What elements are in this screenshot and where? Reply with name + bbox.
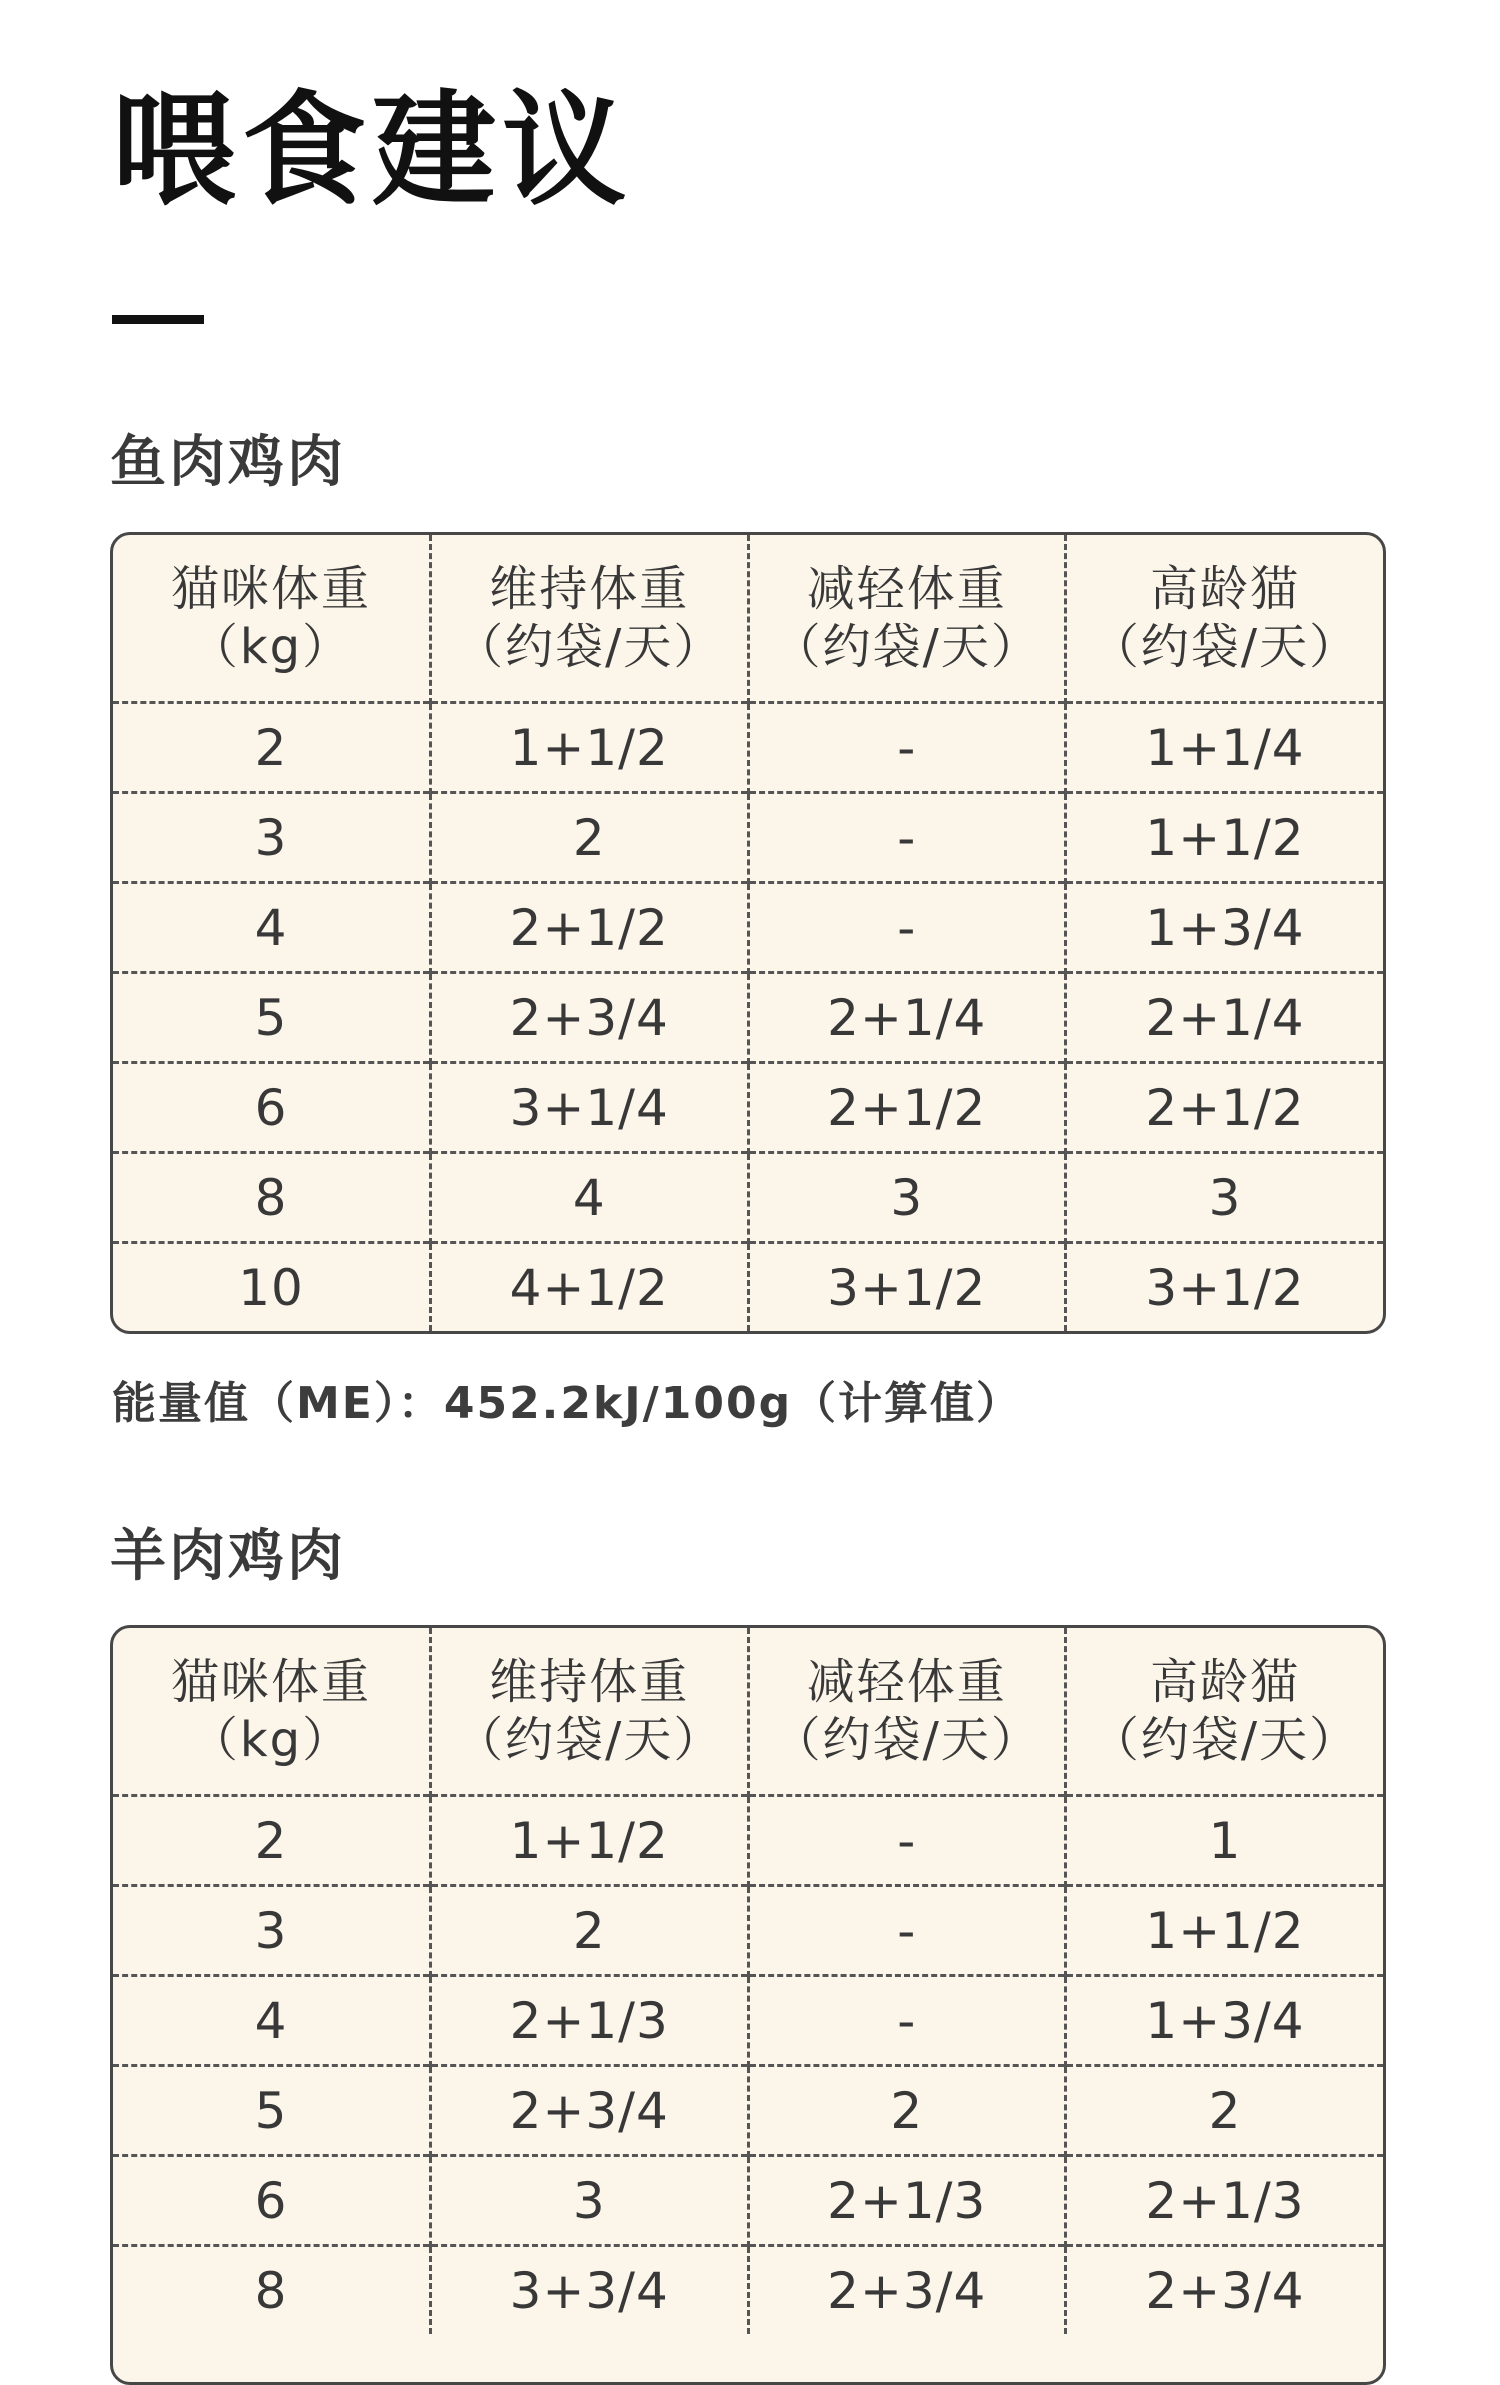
cell-reduce: - xyxy=(748,1796,1066,1886)
cell-senior: 1+1/2 xyxy=(1066,1886,1384,1976)
header-maintain-weight: 维持体重 （约袋/天） xyxy=(431,535,749,703)
cell-weight: 6 xyxy=(113,2156,431,2246)
cell-maintain: 2 xyxy=(431,1886,749,1976)
table-row xyxy=(113,2246,1383,2335)
feeding-table-lamb-chicken xyxy=(110,1625,1386,2385)
cell-senior: 1+3/4 xyxy=(1066,883,1384,973)
cell-senior: 3+1/2 xyxy=(1066,1243,1384,1332)
cell-maintain: 4 xyxy=(431,1153,749,1243)
header-reduce-weight: 减轻体重 （约袋/天） xyxy=(748,1628,1066,1796)
cell-weight: 4 xyxy=(113,1976,431,2066)
table-row xyxy=(113,1976,1383,2066)
cell-weight: 10 xyxy=(113,1243,431,1332)
table-header-row xyxy=(113,1628,1383,1796)
cell-senior: 2+1/4 xyxy=(1066,973,1384,1063)
cell-reduce: - xyxy=(748,883,1066,973)
header-cat-weight: 猫咪体重 （kg） xyxy=(170,1654,371,1768)
cell-reduce: 3+1/2 xyxy=(748,1243,1066,1332)
table-row xyxy=(113,1886,1383,1976)
cell-maintain: 2+1/3 xyxy=(431,1976,749,2066)
cell-reduce: - xyxy=(748,793,1066,883)
cell-maintain: 2+1/2 xyxy=(431,883,749,973)
cell-senior: 1 xyxy=(1066,1796,1384,1886)
cell-reduce: 2+3/4 xyxy=(748,2246,1066,2335)
header-reduce-weight: 减轻体重 （约袋/天） xyxy=(748,535,1066,703)
cell-senior: 1+1/2 xyxy=(1066,793,1384,883)
cell-maintain: 2+3/4 xyxy=(431,2066,749,2156)
table-row xyxy=(113,1243,1383,1332)
table-row xyxy=(113,1796,1383,1886)
header-senior-cat: 高龄猫 （约袋/天） xyxy=(1066,1628,1384,1796)
cell-senior: 3 xyxy=(1066,1153,1384,1243)
cell-maintain: 3+1/4 xyxy=(431,1063,749,1153)
cell-senior: 1+3/4 xyxy=(1066,1976,1384,2066)
cell-weight: 4 xyxy=(113,883,431,973)
cell-weight: 2 xyxy=(113,703,431,793)
cell-reduce: - xyxy=(748,1886,1066,1976)
cell-maintain: 3 xyxy=(431,2156,749,2246)
section-title-fish-chicken: 鱼肉鸡肉 xyxy=(110,430,346,495)
cell-reduce: 3 xyxy=(748,1153,1066,1243)
table-row xyxy=(113,973,1383,1063)
cell-weight: 6 xyxy=(113,1063,431,1153)
cell-reduce: 2+1/4 xyxy=(748,973,1066,1063)
cell-weight: 8 xyxy=(113,1153,431,1243)
cell-senior: 1+1/4 xyxy=(1066,703,1384,793)
header-maintain-weight: 维持体重 （约袋/天） xyxy=(431,1628,749,1796)
table-row xyxy=(113,2156,1383,2246)
cell-reduce: - xyxy=(748,1976,1066,2066)
cell-maintain: 2+3/4 xyxy=(431,973,749,1063)
cell-reduce: 2+1/3 xyxy=(748,2156,1066,2246)
cell-maintain: 1+1/2 xyxy=(431,703,749,793)
table-row xyxy=(113,1063,1383,1153)
cell-senior: 2+3/4 xyxy=(1066,2246,1384,2335)
cell-maintain: 1+1/2 xyxy=(431,1796,749,1886)
cell-reduce: 2+1/2 xyxy=(748,1063,1066,1153)
cell-reduce: - xyxy=(748,703,1066,793)
cell-weight: 2 xyxy=(113,1796,431,1886)
cell-weight: 8 xyxy=(113,2246,431,2335)
cell-weight: 3 xyxy=(113,1886,431,1976)
table-row xyxy=(113,793,1383,883)
cell-weight: 5 xyxy=(113,2066,431,2156)
cell-maintain: 3+3/4 xyxy=(431,2246,749,2335)
cell-senior: 2+1/3 xyxy=(1066,2156,1384,2246)
cell-weight: 5 xyxy=(113,973,431,1063)
energy-value-note: 能量值（ME）：452.2kJ/100g（计算值） xyxy=(112,1378,1023,1429)
table-row xyxy=(113,1153,1383,1243)
table-row xyxy=(113,2066,1383,2156)
feeding-table-fish-chicken xyxy=(110,532,1386,1334)
cell-weight: 3 xyxy=(113,793,431,883)
table-header-row xyxy=(113,535,1383,703)
header-senior-cat: 高龄猫 （约袋/天） xyxy=(1066,535,1384,703)
table-row xyxy=(113,703,1383,793)
section-title-lamb-chicken: 羊肉鸡肉 xyxy=(110,1524,346,1589)
cell-senior: 2 xyxy=(1066,2066,1384,2156)
table-row xyxy=(113,883,1383,973)
cell-reduce: 2 xyxy=(748,2066,1066,2156)
title-underline xyxy=(112,315,204,324)
cell-maintain: 4+1/2 xyxy=(431,1243,749,1332)
cell-maintain: 2 xyxy=(431,793,749,883)
page-title: 喂食建议 xyxy=(112,79,633,223)
cell-senior: 2+1/2 xyxy=(1066,1063,1384,1153)
header-cat-weight: 猫咪体重 （kg） xyxy=(170,561,371,675)
